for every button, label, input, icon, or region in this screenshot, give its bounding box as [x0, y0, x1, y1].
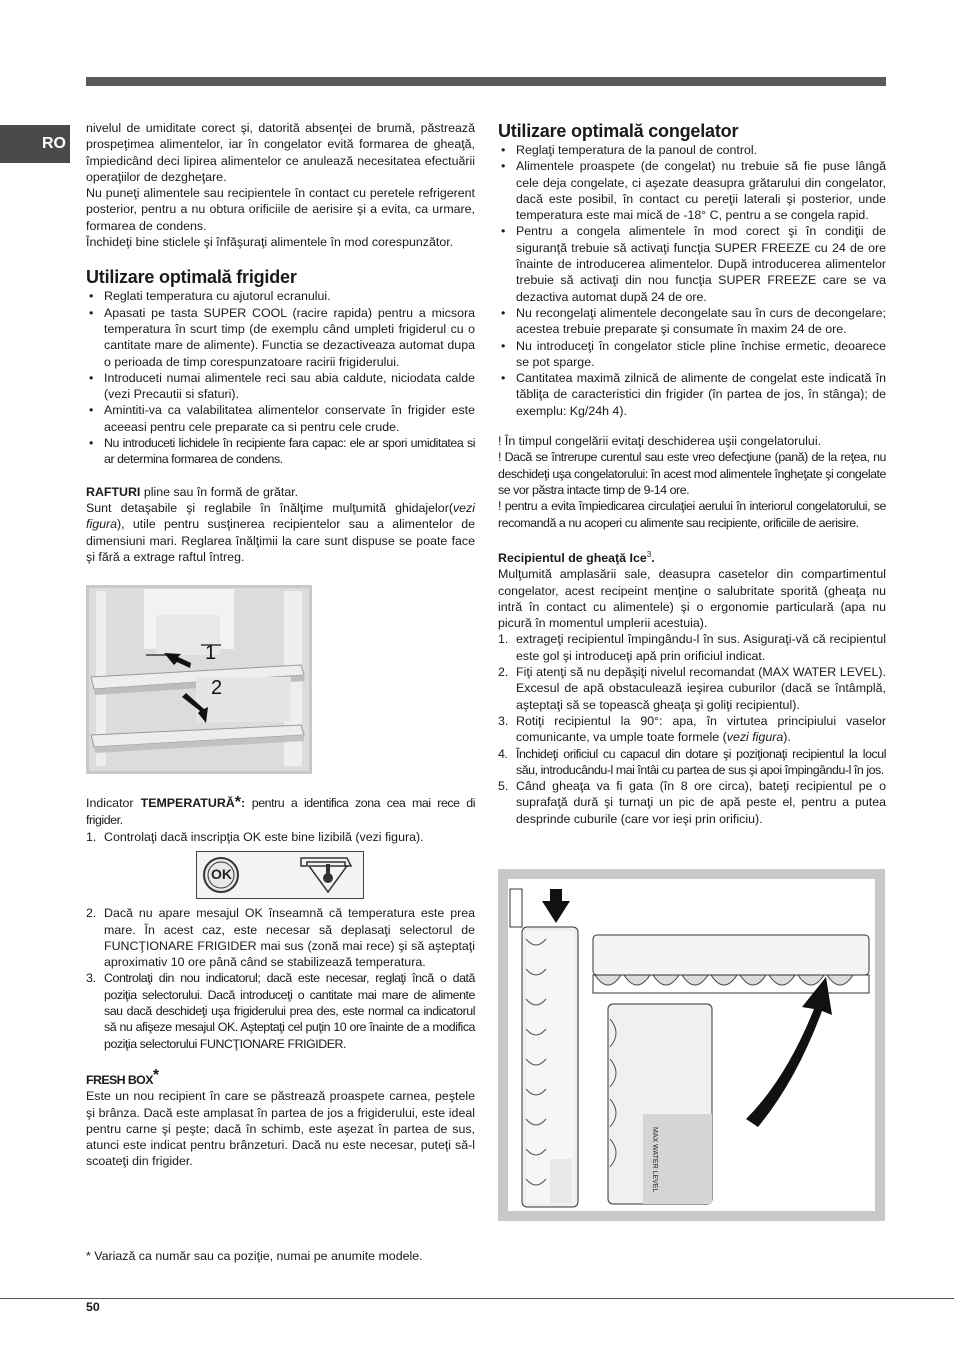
list-item: • Pentru a congela alimentele în mod corect şi în condiţii de siguranţă trebuie să activaţi funcţia SUPER FREEZE cu 24 de ore înainte de introducerea alimentelor. După introducerea alimentelor trebuie să activaţi din nou funcţia SUPER FREEZE care se va dezactiva automat după 24 de ore.: [498, 223, 886, 304]
list-item: [86, 970, 475, 1051]
ice-heading: [498, 547, 886, 566]
step-text: Când gheaţa va fi gata (în 8 ore circa), bateţi recipientul pe o suprafaţă dură şi turnaţi un pic de apă peste el, pentru a putea desprinde cuburile (care vor ieşi prin orificiu).: [516, 779, 886, 826]
list-item: • Nu introduceti lichidele în recipiente fara capac: ele ar spori umiditatea si ar determina formarea de condens.: [86, 435, 475, 468]
shelf-figure: [86, 585, 312, 774]
figure-number-1: 1: [205, 642, 217, 664]
indicator-asterisk: *: [234, 794, 241, 811]
top-rule: [86, 77, 886, 86]
indicator-title: TEMPERATURĂ: [140, 796, 235, 810]
figure-number-2: 2: [211, 677, 223, 699]
shelves-text-b: ), utile pentru susţinerea recipientelor sau a alimentelor de dimensiuni mari. Reglarea înălţimii la care sunt dispuse se poate face şi fără a extrage raftul întreg.: [86, 517, 475, 564]
warning-1: ! În timpul congelării evitaţi deschiderea uşii congelatorului.: [498, 434, 822, 449]
max-label: MAX: [651, 1127, 658, 1143]
indicator-colon: :: [240, 796, 246, 810]
list-item: • Nu recongelaţi alimentele decongelate sau în curs de decongelare; acestea trebuie preparate şi consumate în maxim 24 de ore.: [498, 305, 886, 338]
ice-tray-illustration: [498, 869, 885, 1221]
step-number: 1.: [86, 830, 97, 844]
step-number: 4.: [498, 746, 508, 761]
warning-3: ! pentru a evita împiedicarea circulaţiei aerului în interiorul congelatorului, se recomandă a nu acoperi cu alimente sau recipiente, orificiile de aerisire.: [498, 499, 886, 530]
step-see-figure: vezi figura: [726, 730, 784, 745]
intro-paragraph-2: Nu puneţi alimentele sau recipientele în contact cu peretele refrigerent posterior, pentru a nu obtura orificiile de aerisire şi a evita, ca urmare, formarea de condens.: [86, 186, 475, 233]
list-item: • Apasati pe tasta SUPER COOL (racire rapida) pentru a micsora temperatura în scurt timp (de exemplu când umpleti frigiderul cu o cantitate mare de alimente). Functia se dezactiveaza automat dupa o perioada de timp corespunzatoare racirii frigiderului.: [86, 305, 475, 370]
left-column: [86, 120, 475, 565]
indicator-steps-2: [86, 905, 475, 1052]
list-item: [498, 664, 886, 713]
list-item: • Cantitatea maximă zilnică de alimente de congelat este indicată în tăbliţa de caracteristici din frigider (în partea de jos, în stânga); de exemplu: Kg/24h 4).: [498, 370, 886, 419]
bottom-rule: [0, 1298, 954, 1299]
step-number: 5.: [498, 779, 509, 794]
shelves-see-figure: vezi figura: [86, 500, 475, 532]
freezer-bullet-list: [498, 142, 886, 419]
shelf-illustration: [86, 585, 312, 774]
ice-tray-figure: [498, 869, 885, 1221]
indicator-post: pentru a identifica zona cea mai rece di frigider.: [86, 796, 476, 827]
page-number: 50: [86, 1300, 100, 1314]
list-item: [498, 746, 886, 779]
ice-text: Mulţumită amplasării sale, deasupra casetelor din compartimentul congelator, acest recipeint menţine o salubritate sporită (gheaţa nu intră în contact cu alimentele) şi o ergonomie particulară (apa nu picură în momentul umplerii acestuia).: [498, 567, 886, 631]
ice-title-dot: .: [651, 550, 655, 565]
indicator-steps-1: [86, 829, 475, 845]
shelves-text: pline sau în formă de grătar.: [140, 484, 299, 499]
shelves-label: RAFTURI: [86, 484, 141, 499]
list-item: [498, 778, 886, 827]
ok-label: OK: [211, 866, 232, 883]
list-item: • Reglati temperatura cu ajutorul ecranului.: [86, 288, 475, 304]
language-tab: [0, 125, 70, 163]
intro-paragraph-1: nivelul de umiditate corect şi, datorită absenţei de brumă, păstrează prospeţimea alimentelor, iar în congelator evită formarea de gheaţă, împiedicând deci lipirea alimentelor ce anulează necesitatea efectuării operaţiilor de dezgheţare.: [86, 121, 475, 184]
right-column: [498, 120, 886, 827]
freshbox-heading: [86, 1068, 475, 1088]
left-column-lower: [86, 794, 475, 1170]
step-number: 3.: [498, 713, 509, 728]
list-item: • Amintiti-va ca valabilitatea alimentelor conservate în frigider este aceeasi pentru cele preparate ca si pentru cele crude.: [86, 402, 475, 435]
list-item: • Reglaţi temperatura de la panoul de control.: [498, 142, 886, 158]
shelves-paragraph: [86, 500, 475, 565]
list-item: • Introduceti numai alimentele reci sau abia caldute, niciodata calde (vezi Precautii si sfaturi).: [86, 370, 475, 403]
footnote: * Variază ca număr sau ca poziţie, numai pe anumite modele.: [86, 1249, 423, 1263]
freshbox-text: Este un nou recipient în care se păstrează proaspete carnea, peştele şi brânza. Dacă este amplasat în partea de jos a frigiderului, este ideal pentru carne şi peşte; dacă în schimb, este aşezat în partea de sus, atunci este indicat pentru brânzeturi. Dacă nu este necesar, puteţi să-l scoateţi din frigider.: [86, 1089, 475, 1169]
freshbox-title: FRESH BOX: [86, 1072, 153, 1087]
ice-superscript: 3: [646, 549, 652, 559]
list-item: [86, 829, 475, 845]
step-text-b: ).: [783, 730, 791, 745]
step-text: Dacă nu apare mesajul OK înseamnă că temperatura este prea mare. În acest caz, este necesar să deplasaţi selectorul de FUNCŢIONARE FRIGIDER mai sus (zonă mai rece) şi să aşteptaţi aproximativ 10 ore până când se stabilizează temperatura.: [104, 906, 475, 970]
ok-indicator-figure: [196, 851, 364, 899]
shelves-text-a: Sunt detaşabile şi reglabile în înălţime mulţumită ghidajelor(: [86, 500, 453, 515]
freshbox-asterisk: *: [152, 1066, 159, 1084]
step-text: Fiţi atenţi să nu depăşiţi nivelul recomandat (MAX WATER LEVEL). Excesul de apă obstaculează ieşirea cuburilor (dacă se întâmplă, aşteptaţi să se topească gheaţa şi goliţi recipientul).: [516, 665, 886, 712]
language-code: RO: [42, 135, 66, 152]
step-text: extrageţi recipientul împingându-l în sus. Asiguraţi-vă că recipientul este gol şi introduceţi apă prin orificiul indicat.: [516, 632, 886, 663]
shelves-intro: [86, 484, 475, 500]
list-item: • Nu introduceţi în congelator sticle pline închise ermetic, deoarece se pot sparge.: [498, 338, 886, 371]
ice-title: Recipientul de gheaţă Ice: [498, 550, 647, 565]
freezer-section-title: Utilizare optimală congelator: [498, 121, 739, 141]
ice-steps: [498, 631, 886, 827]
warning-2: ! Dacă se întrerupe curentul sau este vreo defecţiune (pană) de la reţea, nu deschideţi uşa congelatorului: în acest mod alimentele îngheţate şi congelate se vor păstra intacte timp de 9-14 ore.: [498, 450, 886, 497]
water-level-label: WATER LEVEL: [651, 1144, 658, 1193]
temperature-indicator-intro: [86, 794, 475, 829]
fridge-section-title: Utilizare optimală frigider: [86, 267, 297, 288]
step-number: 2.: [86, 906, 97, 921]
step-number: 1.: [498, 632, 509, 647]
list-item: [498, 713, 886, 746]
list-item: [498, 631, 886, 664]
step-text-a: Rotiţi recipientul la 90°: apa, în virtutea principiului vaselor comunicante, va umple toate formele (: [516, 713, 886, 745]
indicator-pre: Indicator: [86, 796, 141, 810]
step-number: 3.: [86, 971, 96, 986]
step-text: Închideţi orificiul cu capacul din dotare şi poziţionaţi recipientul la locul său, introducându-l mai întâi cu partea de sus şi apoi împingându-l în jos.: [516, 746, 886, 777]
step-number: 2.: [498, 665, 509, 680]
max-water-level-label: [651, 1127, 658, 1192]
list-item: • Alimentele proaspete (de congelat) nu trebuie să fie puse lângă cele deja congelate, ci aşezate deasupra grătarului din congelator, dacă este posibil, în contact cu pereţii laterali şi posterior, unde temperatura este mai mică de -18° C, pentru a se congela rapid.: [498, 158, 886, 223]
list-item: [86, 905, 475, 970]
step-text: Controlaţi din nou indicatorul; dacă este necesar, reglaţi încă o dată poziţia selectorului. Dacă introduceţi o cantitate mai mare de alimente sau dacă deschideţi uşa frigiderului prea des, este normal ca indicatorul să nu afişeze mesajul OK. Aşteptaţi cel puţin 10 ore înainte de a modifica poziţia selectorului FUNCŢIONARE FRIGIDER.: [104, 971, 475, 1051]
step-text: Controlaţi dacă inscripţia OK este bine lizibilă (vezi figura).: [104, 830, 424, 844]
intro-paragraph-3: Închideţi bine sticlele şi înfăşuraţi alimentele în mod corespunzător.: [86, 235, 454, 250]
fridge-bullet-list: [86, 288, 475, 467]
